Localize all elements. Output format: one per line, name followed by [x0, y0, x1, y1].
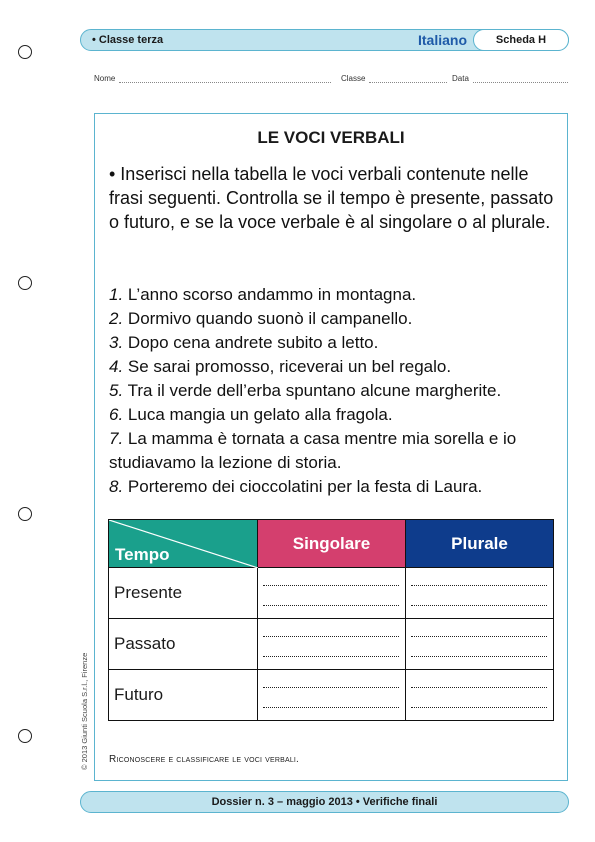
row-label-futuro: Futuro	[109, 670, 258, 721]
copyright-note: © 2013 Giunti Scuola S.r.l., Firenze	[80, 652, 89, 770]
header-bar	[80, 29, 569, 51]
subject-title: Italiano	[417, 32, 467, 48]
date-label: Data	[452, 74, 469, 83]
sentence-item: 2. Dormivo quando suonò il campanello.	[109, 309, 413, 328]
sentence-item: 1. L’anno scorso andammo in montagna.	[109, 285, 417, 304]
name-field[interactable]	[94, 74, 331, 83]
table-row	[109, 568, 554, 619]
class-label-field: Classe	[341, 74, 366, 83]
class-label: • Classe terza	[92, 34, 164, 46]
answer-cell-plurale[interactable]	[406, 619, 554, 670]
answer-cell-plurale[interactable]	[406, 670, 554, 721]
header-plurale: Plurale	[406, 520, 554, 568]
row-label-presente: Presente	[109, 568, 258, 619]
binder-hole	[18, 276, 32, 290]
answer-table	[108, 519, 554, 721]
sentence-item: 7. La mamma è tornata a casa mentre mia sorella e io studiavamo la lezione di storia.	[109, 429, 517, 472]
table-row	[109, 619, 554, 670]
exercise-title: LE VOCI VERBALI	[257, 128, 405, 147]
answer-cell-plurale[interactable]	[406, 568, 554, 619]
footer-bar: Dossier n. 3 – maggio 2013 • Verifiche finali	[80, 791, 569, 813]
sentence-item: 5. Tra il verde dell’erba spuntano alcune margherite.	[109, 381, 502, 400]
header-tempo: Tempo	[109, 520, 258, 568]
binder-hole	[18, 45, 32, 59]
answer-cell-singolare[interactable]	[258, 568, 406, 619]
sentence-item: 8. Porteremo dei cioccolatini per la festa di Laura.	[109, 477, 483, 496]
sentence-item: 4. Se sarai promosso, riceverai un bel regalo.	[109, 357, 452, 376]
binder-hole	[18, 729, 32, 743]
sentence-item: 3. Dopo cena andrete subito a letto.	[109, 333, 379, 352]
header-singolare: Singolare	[258, 520, 406, 568]
answer-cell-singolare[interactable]	[258, 670, 406, 721]
row-label-passato: Passato	[109, 619, 258, 670]
sentence-item: 6. Luca mangia un gelato alla fragola.	[109, 405, 393, 424]
name-label: Nome	[94, 74, 116, 83]
sentence-list	[109, 283, 564, 499]
binder-hole	[18, 507, 32, 521]
answer-cell-singolare[interactable]	[258, 619, 406, 670]
class-field[interactable]	[341, 74, 447, 83]
exercise-instruction: • Inserisci nella tabella le voci verbali contenute nelle frasi seguenti. Controlla se il tempo è presente, passato o futuro, e se la voce verbale è al singolare o al plurale.	[109, 164, 554, 232]
table-row	[109, 670, 554, 721]
learning-objective: Riconoscere e classificare le voci verbali.	[109, 754, 300, 765]
date-field[interactable]	[452, 74, 568, 83]
sheet-badge: Scheda H	[473, 29, 569, 51]
